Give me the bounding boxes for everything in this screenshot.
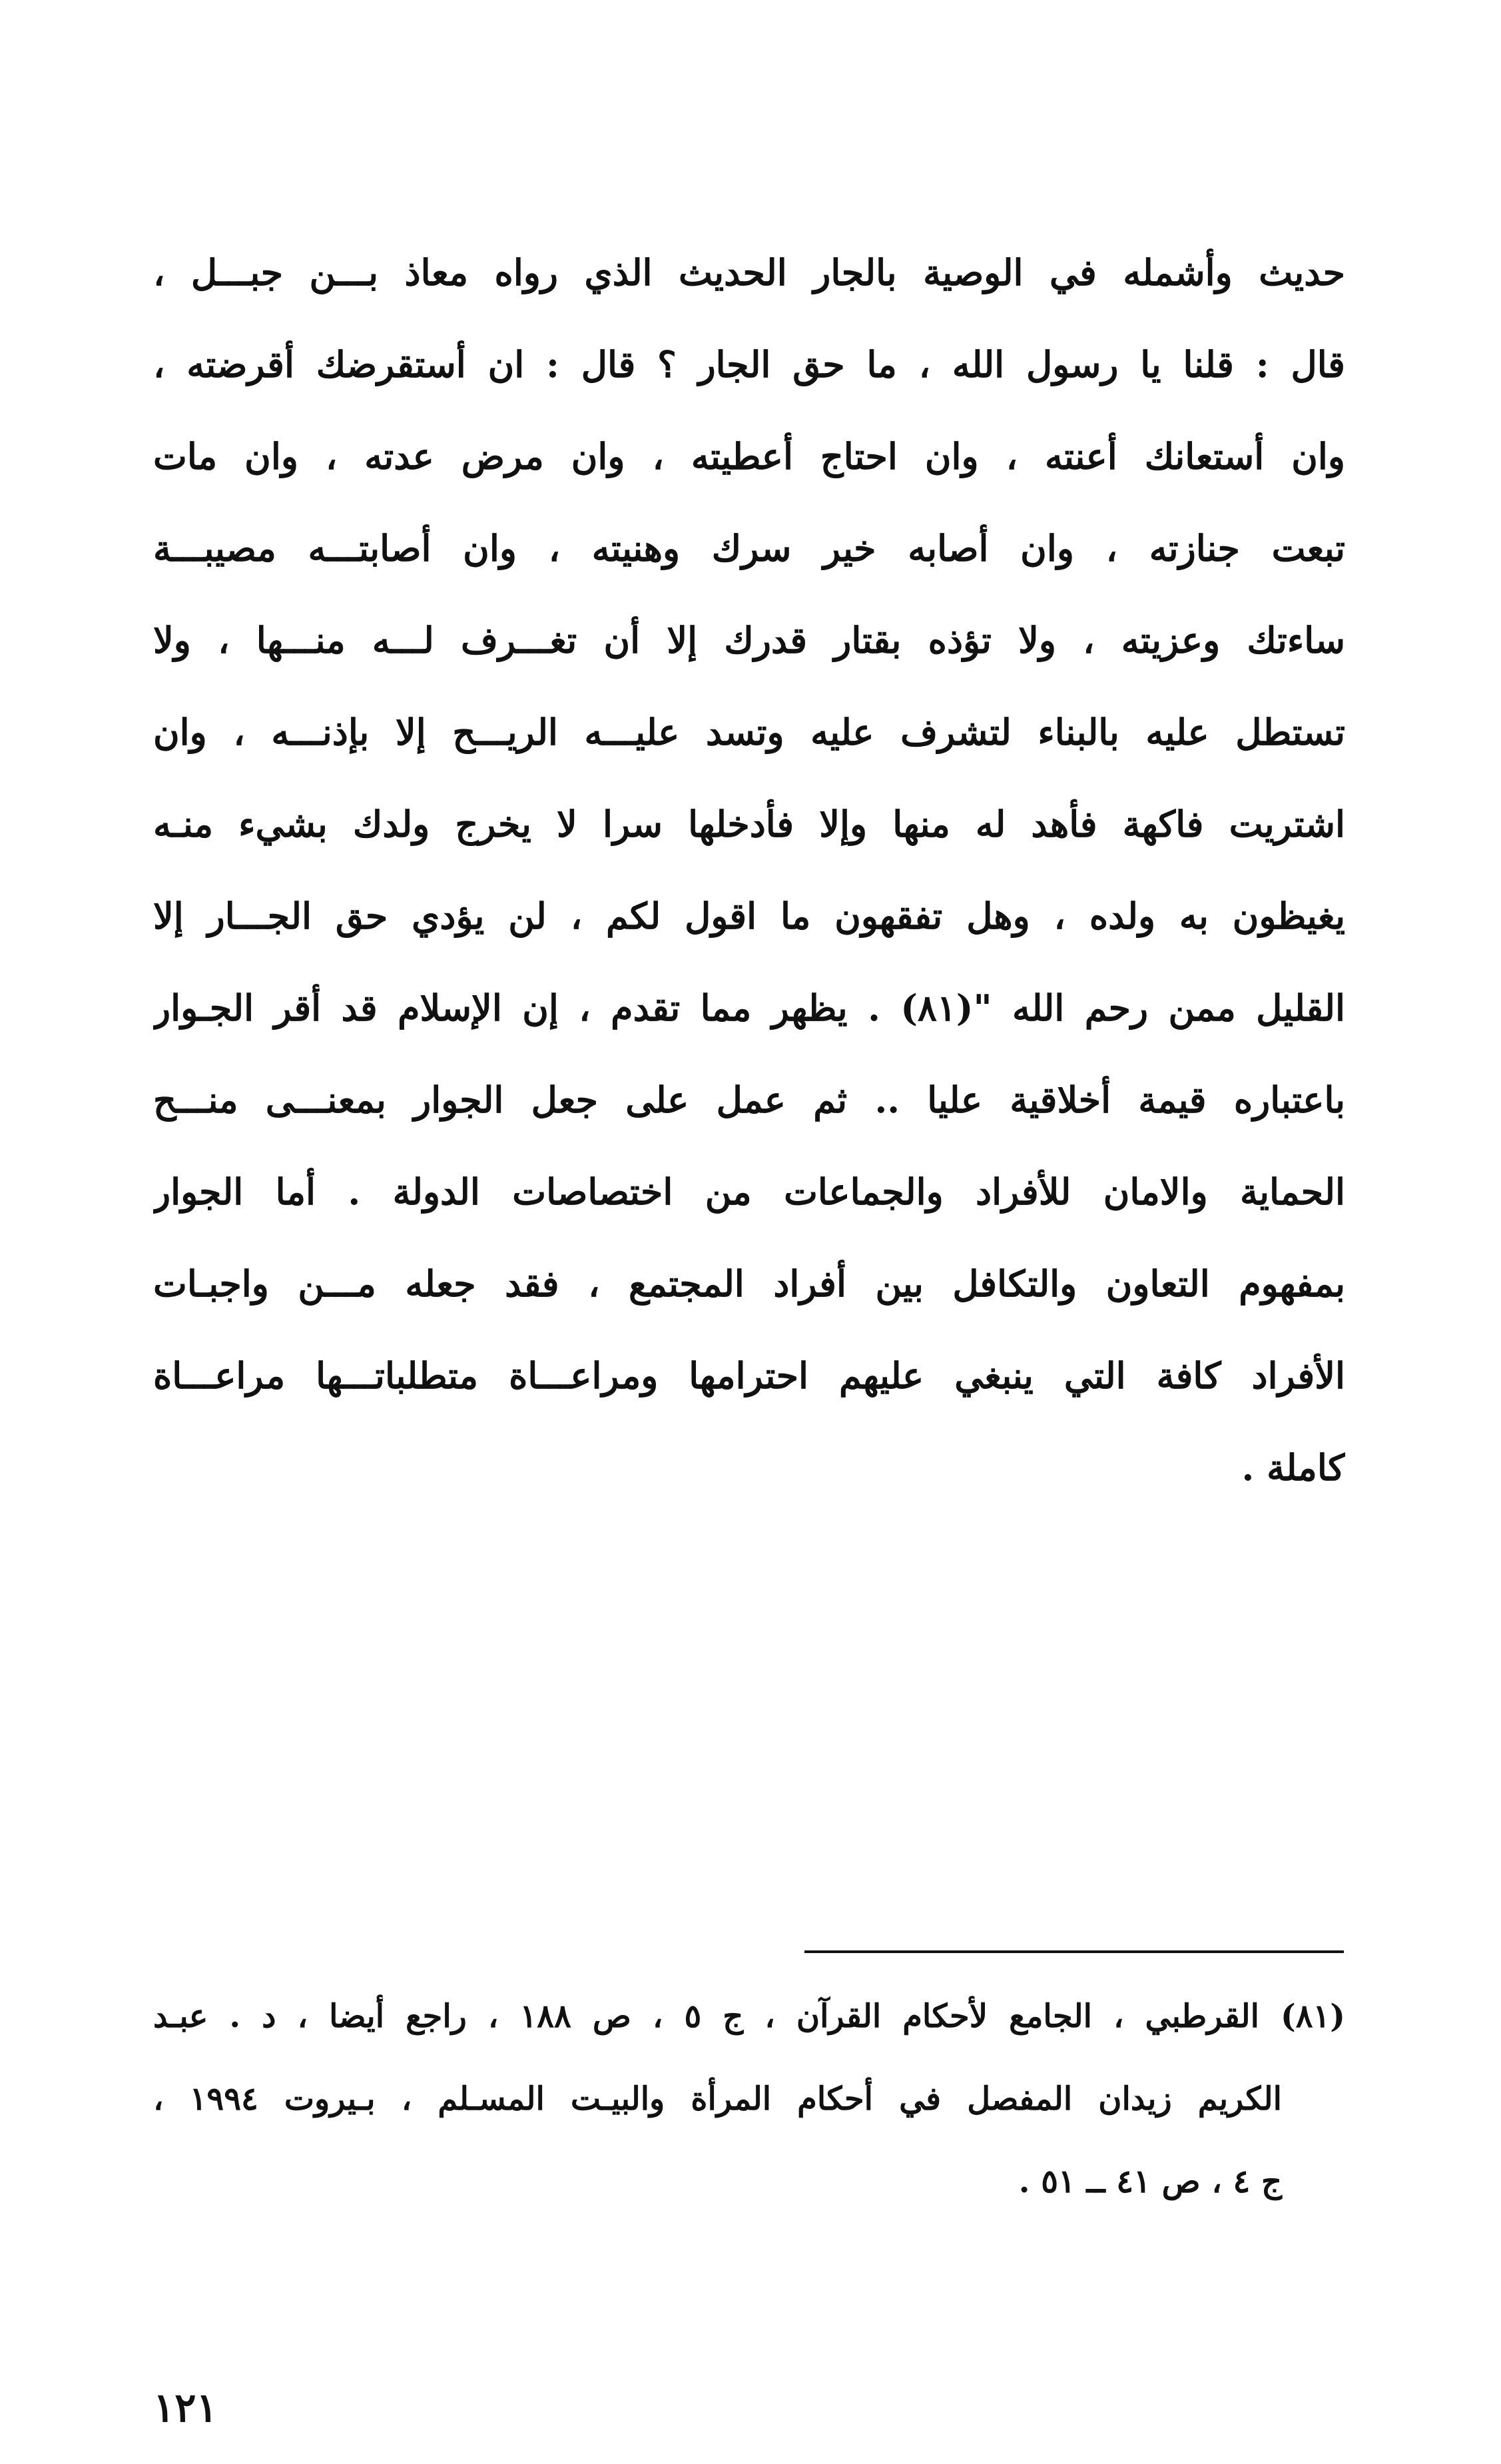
text-line: الأفراد كافة التي ينبغي عليهم احترامها ومراعـــاة متطلباتـــها مراعـــاة [153,1354,1345,1397]
text-line: باعتباره قيمة أخلاقية عليا .. ثم عمل على جعل الجوار بمعنـــى منـــح [153,1078,1345,1121]
footnote-block [153,1975,1345,2223]
text-line: ساءتك وعزيته ، ولا تؤذه بقتار قدرك إلا أن تغـــرف لـــه منـــها ، ولا [153,619,1345,661]
text-line: اشتريت فاكهة فأهد له منها وإلا فأدخلها سرا لا يخرج ولدك بشيء منـه [153,803,1345,845]
footnote-separator [804,1950,1344,1953]
text-line: القليل ممن رحم الله "(٨١) . يظهر مما تقدم ، إن الإسلام قد أقر الجـوار [153,987,1345,1029]
text-line: قال : قلنا يا رسول الله ، ما حق الجار ؟ قال : ان أستقرضك أقرضته ، [153,343,1345,386]
text-line: كاملة . [1241,1446,1345,1489]
text-line: وان أستعانك أعنته ، وان احتاج أعطيته ، وان مرض عدته ، وان مات [153,435,1345,478]
text-line: الحماية والامان للأفراد والجماعات من اختصاصات الدولة . أما الجوار [153,1170,1345,1213]
main-text-block [153,226,1345,1513]
footnote-line: الكريم زيدان المفصل في أحكام المرأة والبيـت المسـلم ، بـيروت ١٩٩٤ ، [153,2080,1283,2118]
text-line: يغيظون به ولده ، وهل تفقهون ما اقول لكم ، لن يؤدي حق الجـــار إلا [153,895,1345,937]
footnote-line: (٨١) القرطبي ، الجامع لأحكام القرآن ، ج ٥ ، ص ١٨٨ ، راجع أيضا ، د . عبـد [153,1998,1345,2035]
text-line: تبعت جنازته ، وان أصابه خير سرك وهنيته ، وان أصابتـــه مصيبـــة [153,527,1345,570]
text-line: تستطل عليه بالبناء لتشرف عليه وتسد عليـــه الريـــح إلا بإذنـــه ، وان [153,711,1345,753]
page-number: ١٢١ [153,2385,218,2431]
text-line: بمفهوم التعاون والتكافل بين أفراد المجتمع ، فقد جعله مـــن واجبـات [153,1262,1345,1305]
footnote-line: ج ٤ ، ص ٤١ ــ ٥١ . [1018,2163,1282,2200]
text-line: حديث وأشمله في الوصية بالجار الحديث الذي رواه معاذ بـــن جبـــل ، [153,251,1345,294]
